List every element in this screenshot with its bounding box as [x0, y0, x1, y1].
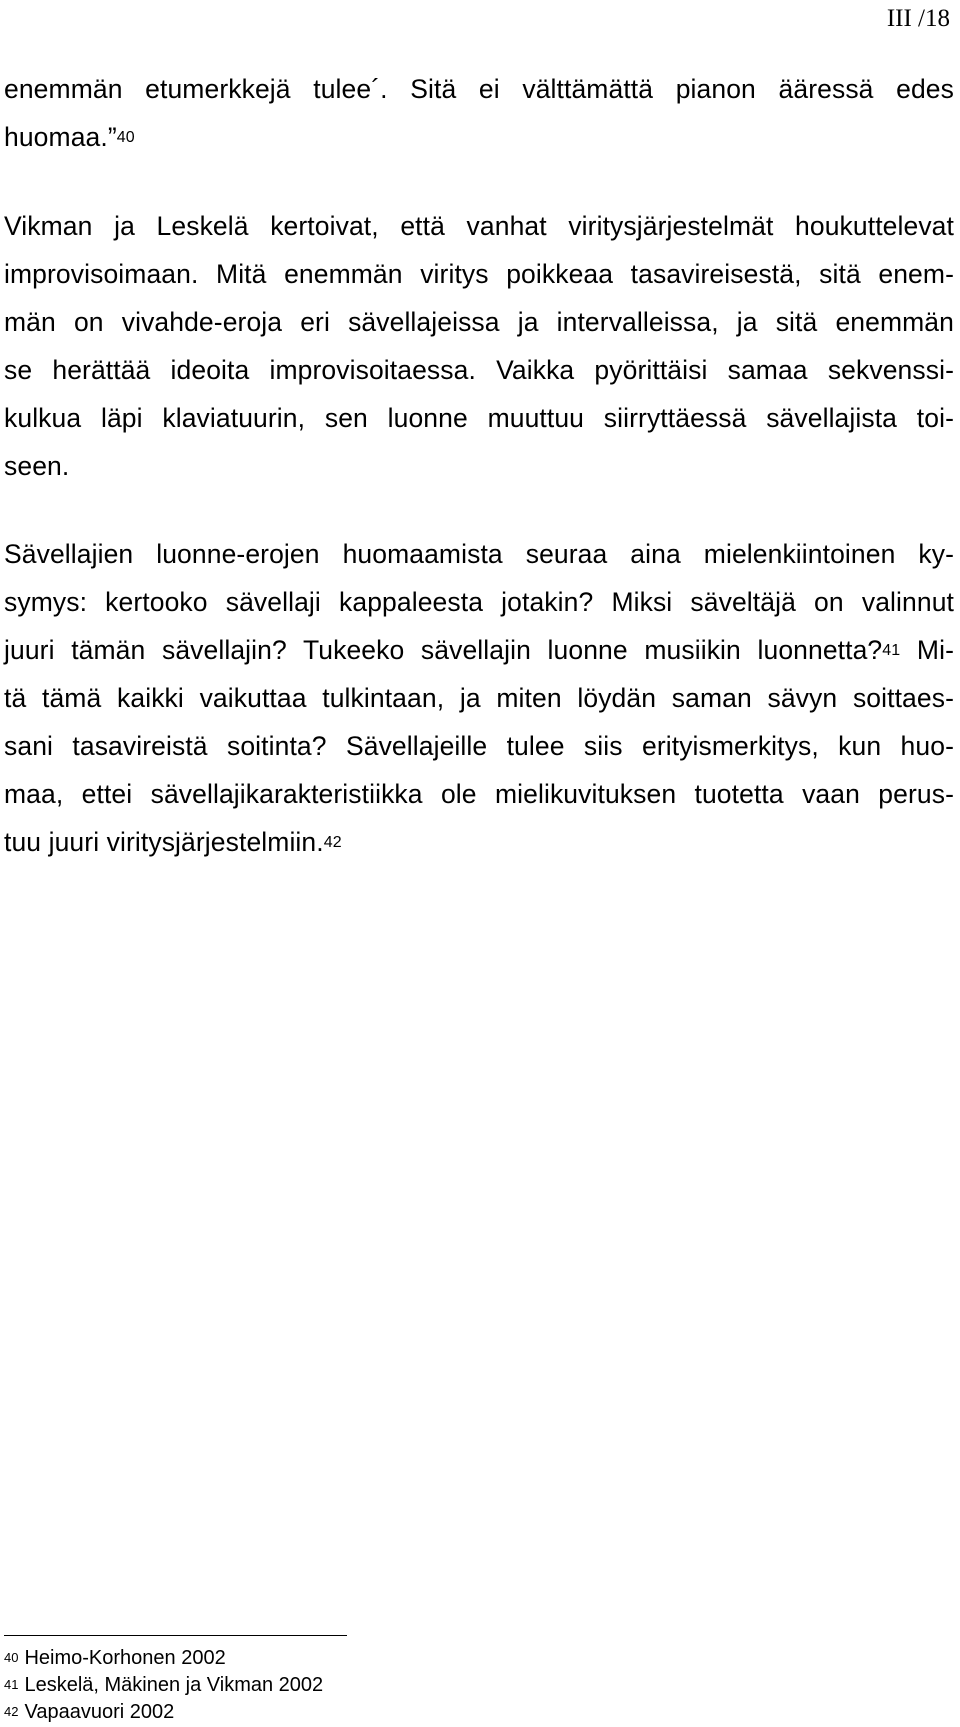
footnote-40: [4, 1646, 226, 1670]
paragraph-1-line-1: enemmän etumerkkejä tulee´. Sitä ei välttämättä pianon ääressä edes: [4, 74, 954, 104]
footnote-ref-40: 40: [116, 129, 135, 146]
paragraph-3-line-3-tail: Mi-: [916, 635, 954, 665]
page-number: III /18: [886, 5, 950, 32]
paragraph-2-line-5: kulkua läpi klaviatuurin, sen luonne muuttuu siirryttäessä sävellajista toi-: [4, 403, 954, 433]
paragraph-2-line-1: Vikman ja Leskelä kertoivat, että vanhat viritysjärjestelmät houkuttelevat: [4, 211, 954, 241]
paragraph-3-line-3: [4, 634, 954, 666]
footnote-number: 41: [4, 1677, 19, 1692]
footnote-text: Heimo-Korhonen 2002: [24, 1647, 226, 1669]
footnote-42: [4, 1700, 174, 1724]
paragraph-1-line-2-text: huomaa.”: [4, 122, 117, 152]
paragraph-3-line-4: tä tämä kaikki vaikuttaa tulkintaan, ja miten löydän saman sävyn soittaes-: [4, 683, 954, 713]
paragraph-2-line-4: se herättää ideoita improvisoitaessa. Vaikka pyörittäisi samaa sekvenssi-: [4, 355, 954, 385]
footnote-divider: [4, 1635, 347, 1636]
paragraph-2-line-3: män on vivahde-eroja eri sävellajeissa ja intervalleissa, ja sitä enemmän: [4, 307, 954, 337]
paragraph-3-line-6: maa, ettei sävellajikarakteristiikka ole mielikuvituksen tuotetta vaan perus-: [4, 779, 954, 809]
paragraph-3-line-7-text: tuu juuri viritysjärjestelmiin.: [4, 827, 324, 857]
paragraph-3-line-7: [4, 826, 954, 858]
footnote-number: 40: [4, 1650, 19, 1665]
paragraph-2-line-2: improvisoimaan. Mitä enemmän viritys poikkeaa tasavireisestä, sitä enem-: [4, 259, 954, 289]
footnote-number: 42: [4, 1704, 19, 1719]
footnote-ref-41: 41: [882, 642, 901, 659]
footnote-41: [4, 1673, 323, 1697]
paragraph-2-line-6: seen.: [4, 451, 70, 481]
footnote-text: Leskelä, Mäkinen ja Vikman 2002: [24, 1674, 324, 1696]
footnote-ref-42: 42: [323, 834, 342, 851]
paragraph-3-line-2: symys: kertooko sävellaji kappaleesta jotakin? Miksi säveltäjä on valinnut: [4, 587, 954, 617]
paragraph-3-line-3-text: juuri tämän sävellajin? Tukeeko sävellajin luonne musiikin luonnetta?: [4, 635, 883, 665]
paragraph-3-line-1: Sävellajien luonne-erojen huomaamista seuraa aina mielenkiintoinen ky-: [4, 539, 954, 569]
footnote-text: Vapaavuori 2002: [24, 1701, 175, 1723]
paragraph-3-line-5: sani tasavireistä soitinta? Sävellajeille tulee siis erityismerkitys, kun huo-: [4, 731, 954, 761]
paragraph-1-line-2: [4, 121, 954, 153]
